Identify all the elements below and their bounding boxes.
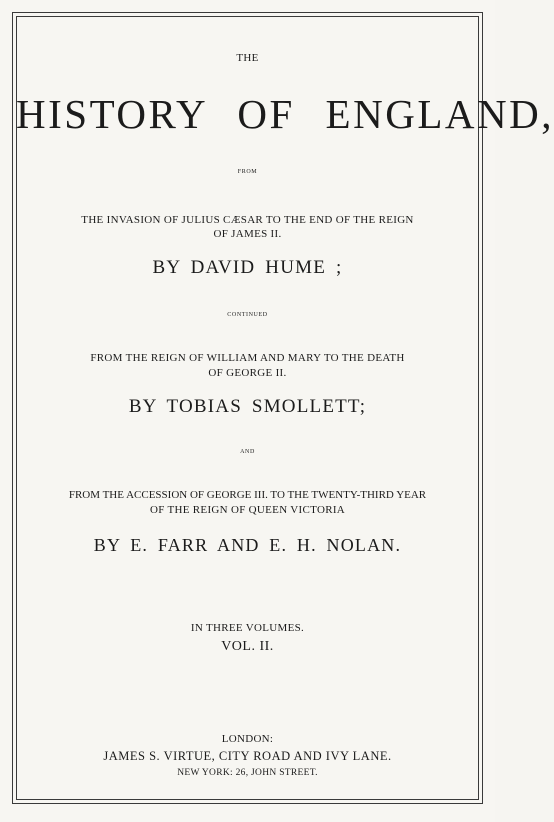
the-label: THE — [236, 52, 259, 64]
volume-number: VOL. II. — [221, 639, 274, 654]
subtitle-line-1: THE INVASION OF JULIUS CÆSAR TO THE END OF THE REIGN — [81, 214, 414, 226]
further-line-2: OF THE REIGN OF QUEEN VICTORIA — [149, 504, 346, 516]
author-hume: BY DAVID HUME ; — [152, 257, 343, 278]
new-york-line: NEW YORK: 26, JOHN STREET. — [177, 768, 318, 778]
and-label: AND — [240, 449, 255, 455]
main-title: HISTORY OF ENGLAND, — [16, 91, 554, 137]
continuation-line-2: OF GEORGE II. — [208, 367, 287, 379]
continuation-line-1: FROM THE REIGN OF WILLIAM AND MARY TO THE DEATH — [90, 352, 405, 364]
publisher-line: JAMES S. VIRTUE, CITY ROAD AND IVY LANE. — [103, 749, 392, 763]
volumes-label: IN THREE VOLUMES. — [190, 622, 305, 634]
subtitle-line-2: OF JAMES II. — [213, 228, 282, 240]
continued-label: CONTINUED — [227, 312, 268, 318]
place-label: LONDON: — [221, 733, 274, 745]
author-smollett: BY TOBIAS SMOLLETT; — [128, 396, 367, 417]
author-farr-nolan: BY E. FARR AND E. H. NOLAN. — [93, 535, 402, 555]
from-label: FROM — [237, 169, 258, 175]
further-line-1: FROM THE ACCESSION OF GEORGE III. TO THE TWENTY-THIRD YEAR — [68, 489, 427, 501]
